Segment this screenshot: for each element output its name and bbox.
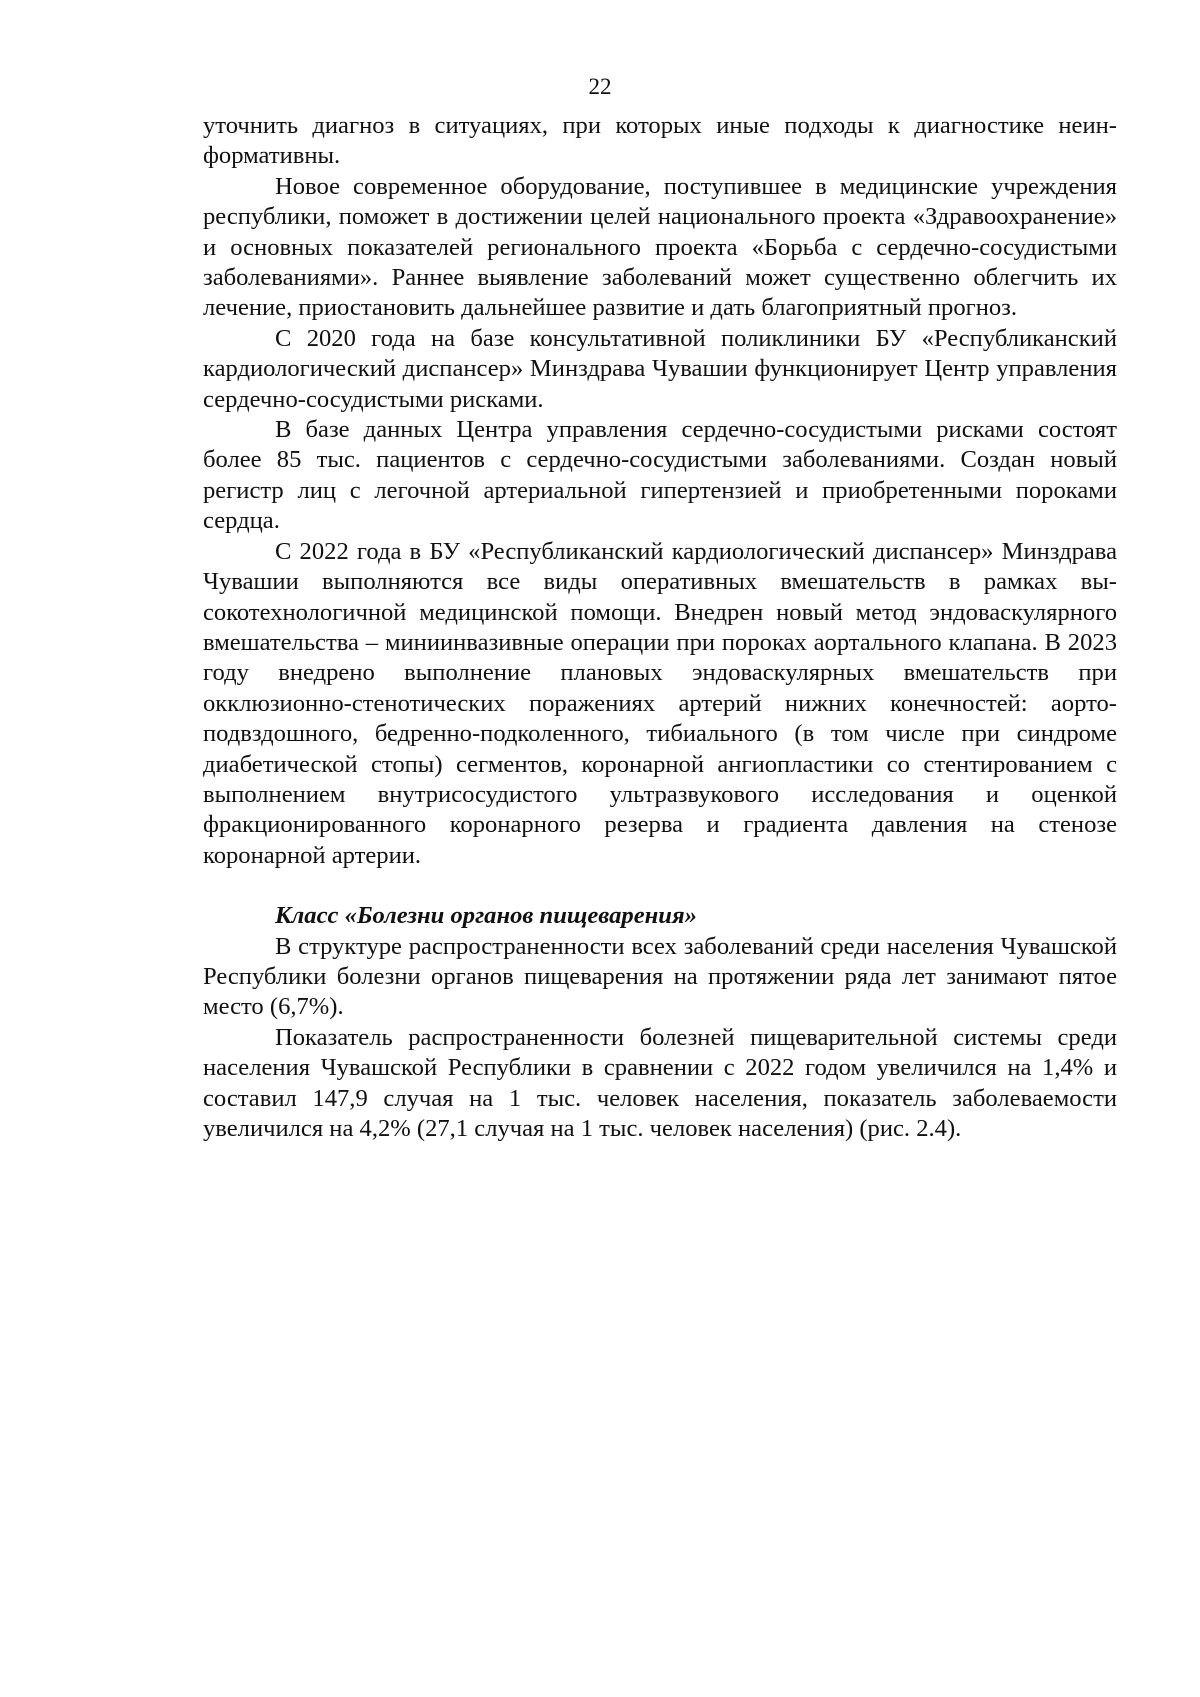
paragraph-risk-center: С 2020 года на базе консультативной поликлиники БУ «Республиканский кардиологический диспансер» Минздрава Чувашии функционирует Центр управления сердечно-сосудистыми рисками. — [203, 324, 1117, 413]
document-body — [203, 111, 1117, 1144]
paragraph-surgical-interventions: С 2022 года в БУ «Республиканский кардиологический диспансер» Минздрава Чувашии выполняются все виды оперативных вмешательств в рамках высокотехнологичной медицинской помощи. Внедрен новый метод эндоваскулярного вмешательства – миниинвазивные операции при пороках аортального клапана. В 2023 году внедрено выполнение плановых эндоваскулярных вмешательств при окклюзионно-стенотических поражениях артерий нижних конечностей: аорто-подвздошного, бедренно-подколенного, тибиального (в том числе при синдроме диабетической стопы) сегментов, коронарной ангиопластики со стентированием с выполнением внутрисосудистого ультразвукового исследования и оценкой фракционированного коронарного резерва и градиента давления на стенозе коронарной артерии. — [203, 537, 1117, 869]
page-number: 22 — [588, 74, 612, 99]
paragraph-digestive-prevalence: Показатель распространенности болезней пищеварительной системы среди населения Чувашской Республики в сравнении с 2022 годом увеличился на 1,4% и составил 147,9 случая на 1 тыс. человек населения, показатель заболеваемости увеличился на 4,2% (27,1 случая на 1 тыс. человек населения) (рис. 2.4). — [203, 1023, 1117, 1142]
section-heading: Класс «Болезни органов пищеварения» — [275, 902, 697, 930]
paragraph-continuation: уточнить диагноз в ситуациях, при которых иные подходы к диагностике неинформативны. — [203, 112, 1117, 170]
paragraph-new-equipment: Новое современное оборудование, поступившее в медицинские учреждения республики, поможет в достижении целей национального проекта «Здравоохранение» и основных показателей регионального проекта «Борьба с сердечно-сосудистыми заболеваниями». Раннее выявление заболеваний может существенно облегчить их лечение, приостановить дальнейшее развитие и дать благоприятный прогноз. — [203, 172, 1117, 322]
paragraph-digestive-structure: В структуре распространенности всех заболеваний среди населения Чувашской Республики болезни органов пищеварения на протяжении ряда лет занимают пятое место (6,7%). — [203, 932, 1117, 1021]
paragraph-risk-database: В базе данных Центра управления сердечно-сосудистыми рисками состоят более 85 тыс. пациентов с сердечно-сосудистыми заболеваниями. Создан новый регистр лиц с легочной артериальной гипертензией и приобретенными пороками сердца. — [203, 416, 1117, 535]
